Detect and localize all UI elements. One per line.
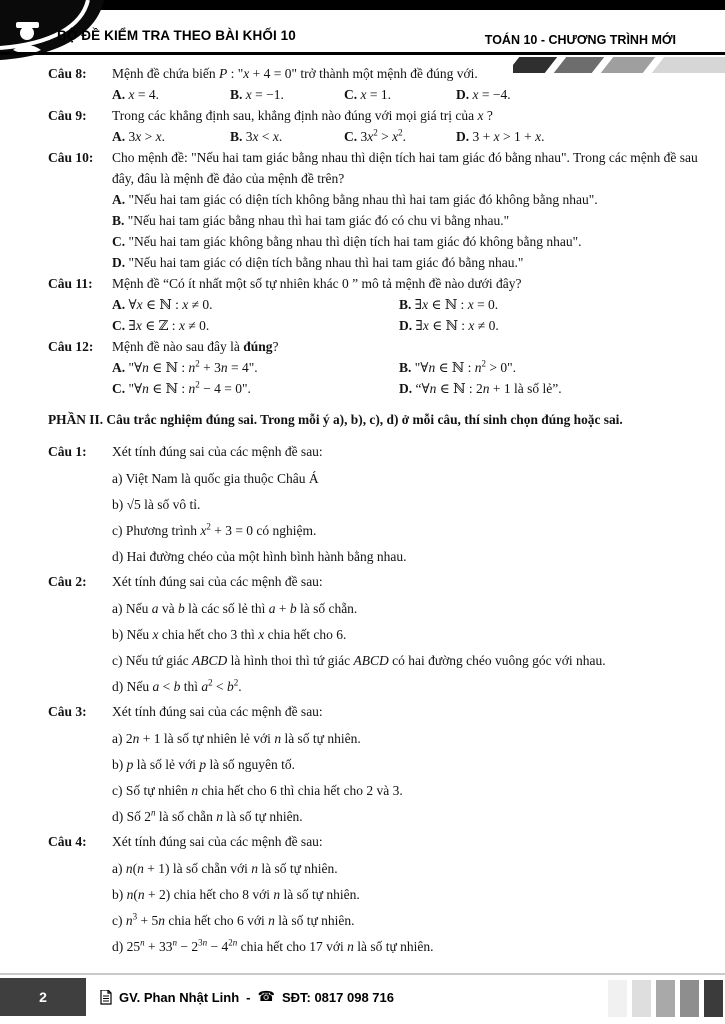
statement-item: c) $n^3 + 5n$ chia hết cho 6 với n là số tự nhiên.	[112, 911, 355, 928]
options-row	[112, 189, 699, 273]
page-number-badge	[0, 978, 86, 1016]
statement-item: c) Số tự nhiên n chia hết cho 6 thì chia hết cho 2 và 3.	[112, 783, 403, 798]
statement-item: b) p là số lẻ với p là số nguyên tố.	[112, 757, 296, 772]
part2-heading: PHẦN II. Câu trắc nghiệm đúng sai. Trong mỗi ý a), b), c), d) ở mỗi câu, thí sinh chọn đúng hoặc sai.	[48, 412, 623, 427]
question-stem: Trong các khẳng định sau, khẳng định nào đúng với mọi giá trị của x ?	[112, 108, 493, 123]
question-label: Câu 3:	[48, 704, 87, 719]
options-row	[112, 126, 699, 147]
options-row	[112, 294, 699, 336]
part2-question-list	[48, 441, 699, 957]
answer-option: D. "Nếu hai tam giác có diện tích bằng nhau thì hai tam giác đó bằng nhau."	[112, 255, 524, 270]
answer-option: D. x = −4.	[456, 87, 511, 102]
content-area	[48, 63, 699, 957]
options-row	[112, 84, 699, 105]
statement-item: b) Nếu x chia hết cho 3 thì x chia hết cho 6.	[112, 627, 347, 642]
statement-item: d) $25^n + 33^n - 2^{3n} - 4^{2n}$ chia hết cho 17 với n là số tự nhiên.	[112, 937, 434, 954]
footer-info	[100, 978, 394, 1016]
answer-option: B. x = −1.	[230, 87, 284, 102]
answer-option: B. 3x < x.	[230, 129, 283, 144]
question-body	[112, 336, 699, 399]
question-body	[112, 831, 699, 957]
answer-option: A. "Nếu hai tam giác có diện tích không bằng nhau thì hai tam giác đó không bằng nhau".	[112, 192, 598, 207]
answer-option: D. ∃x ∈ ℕ : x ≠ 0.	[399, 318, 499, 333]
question-body	[112, 63, 699, 105]
answer-option: C. "∀n ∈ ℕ : $n^2 - 4 = 0$".	[112, 379, 251, 396]
document-icon	[100, 990, 112, 1005]
question-body	[112, 105, 699, 147]
header-left-title: BỘ ĐỀ KIỂM TRA THEO BÀI KHỐI 10	[57, 28, 296, 43]
answer-option: B. ∃x ∈ ℕ : x = 0.	[399, 297, 499, 312]
question-label: Câu 8:	[48, 66, 87, 81]
answer-option: A. 3x > x.	[112, 129, 165, 144]
question	[48, 701, 699, 827]
footer-bar	[704, 980, 723, 1017]
header-rule	[0, 52, 725, 55]
footer-bar	[656, 980, 675, 1017]
statement-item: c) Phương trình $x^2 + 3 = 0$ có nghiệm.	[112, 521, 317, 538]
footer-bar	[608, 980, 627, 1017]
answer-option: C. ∃x ∈ ℤ : x ≠ 0.	[112, 318, 210, 333]
answer-option: D. 3 + x > 1 + x.	[456, 129, 545, 144]
statement-item: d) Hai đường chéo của một hình bình hành bằng nhau.	[112, 549, 407, 564]
answer-option: A. "∀n ∈ ℕ : $n^2 + 3n = 4$".	[112, 358, 258, 375]
question-stem: Mệnh đề nào sau đây là đúng?	[112, 339, 279, 354]
question	[48, 147, 699, 273]
answer-option: A. ∀x ∈ ℕ : x ≠ 0.	[112, 297, 213, 312]
question-stem: Xét tính đúng sai của các mệnh đề sau:	[112, 704, 323, 719]
answer-option: A. x = 4.	[112, 87, 159, 102]
question-body	[112, 701, 699, 827]
answer-option: B. "∀n ∈ ℕ : $n^2 > 0$".	[399, 358, 517, 375]
answer-option: B. "Nếu hai tam giác bằng nhau thì hai tam giác đó có chu vi bằng nhau."	[112, 213, 510, 228]
question-label: Câu 4:	[48, 834, 87, 849]
statement-item: c) Nếu tứ giác ABCD là hình thoi thì tứ giác ABCD có hai đường chéo vuông góc với nhau.	[112, 653, 606, 668]
header-right-title: TOÁN 10 - CHƯƠNG TRÌNH MỚI	[484, 33, 676, 47]
question-stem: Mệnh đề “Có ít nhất một số tự nhiên khác 0 ” mô tả mệnh đề nào dưới đây?	[112, 276, 522, 291]
phone-icon: ☎	[257, 989, 275, 1005]
question-label: Câu 10:	[48, 150, 94, 165]
statement-item: a) Nếu a và b là các số lẻ thì a + b là số chẵn.	[112, 601, 358, 616]
options-row	[112, 357, 699, 399]
statement-item: a) Việt Nam là quốc gia thuộc Châu Á	[112, 471, 319, 486]
statement-item: d) Nếu a < b thì $a^2 < b^2$.	[112, 677, 242, 694]
question-body	[112, 571, 699, 697]
question	[48, 63, 699, 105]
question-body	[112, 441, 699, 567]
footer-rule	[0, 973, 725, 975]
question	[48, 571, 699, 697]
question-label: Câu 1:	[48, 444, 87, 459]
question	[48, 441, 699, 567]
question-stem: Xét tính đúng sai của các mệnh đề sau:	[112, 834, 323, 849]
answer-option: D. “∀n ∈ ℕ : 2n + 1 là số lẻ”.	[399, 381, 562, 396]
footer-separator: -	[246, 989, 251, 1005]
answer-option: C. x = 1.	[344, 87, 391, 102]
question	[48, 831, 699, 957]
question	[48, 336, 699, 399]
answer-option: C. $3x^2 > x^2$.	[344, 127, 406, 144]
footer-bars	[608, 980, 723, 1017]
question-stem: Xét tính đúng sai của các mệnh đề sau:	[112, 574, 323, 589]
teacher-name: GV. Phan Nhật Linh	[119, 989, 240, 1005]
statement-item: b) √5 là số vô tỉ.	[112, 497, 201, 512]
statement-item: b) n(n + 2) chia hết cho 8 với n là số tự nhiên.	[112, 887, 360, 902]
question-stem: Cho mệnh đề: "Nếu hai tam giác bằng nhau thì diện tích hai tam giác đó bằng nhau". Trong các mệnh đề sau đây, đâu là mệnh đề đảo của mệnh đề trên?	[112, 150, 698, 186]
question-label: Câu 12:	[48, 339, 94, 354]
question-label: Câu 9:	[48, 108, 87, 123]
statement-item: d) Số 2$^n$ là số chẵn n là số tự nhiên.	[112, 807, 303, 824]
statement-item: a) 2n + 1 là số tự nhiên lẻ với n là số tự nhiên.	[112, 731, 361, 746]
question-label: Câu 2:	[48, 574, 87, 589]
footer-bar	[632, 980, 651, 1017]
answer-option: C. "Nếu hai tam giác không bằng nhau thì diện tích hai tam giác đó không bằng nhau".	[112, 234, 582, 249]
footer-bar	[680, 980, 699, 1017]
question-body	[112, 147, 699, 273]
statement-item: a) n(n + 1) là số chẵn với n là số tự nhiên.	[112, 861, 338, 876]
page-number: 2	[39, 989, 47, 1005]
phone-number: SĐT: 0817 098 716	[281, 989, 394, 1005]
question	[48, 105, 699, 147]
question	[48, 273, 699, 336]
question-stem: Xét tính đúng sai của các mệnh đề sau:	[112, 444, 323, 459]
question-body	[112, 273, 699, 336]
question-stem: Mệnh đề chứa biến P : "x + 4 = 0" trở thành một mệnh đề đúng với.	[112, 66, 478, 81]
part1-question-list	[48, 63, 699, 399]
question-label: Câu 11:	[48, 276, 93, 291]
